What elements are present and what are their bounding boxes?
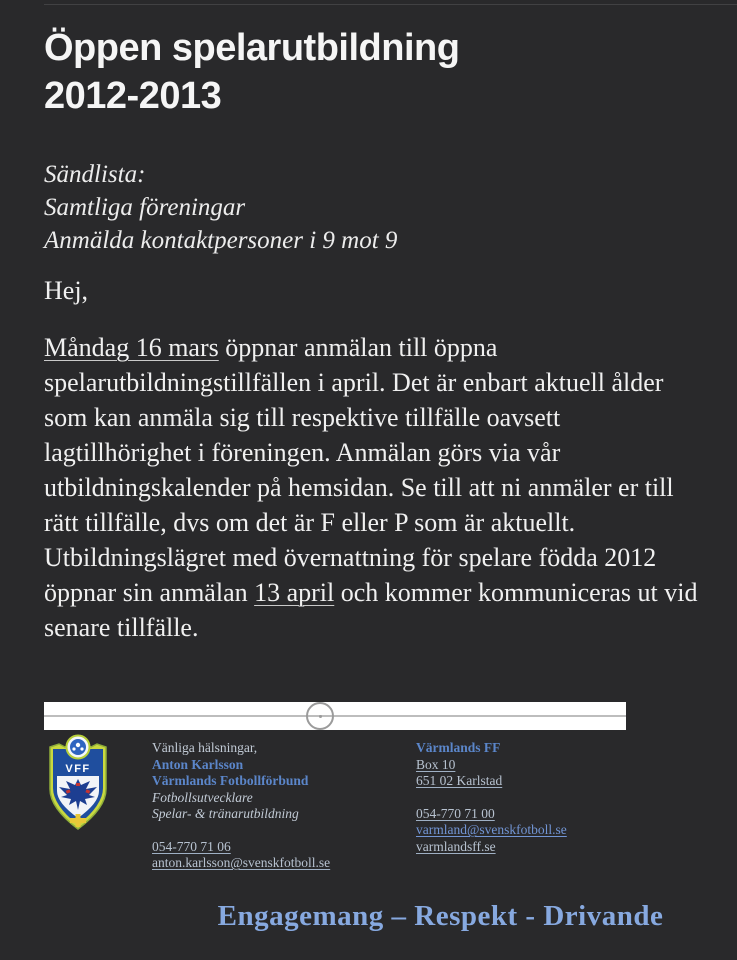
paragraph-2-text-before: Utbildningslägret med övernattning för spelare födda 2012 öppnar sin anmälan — [44, 543, 657, 607]
top-divider — [44, 4, 737, 5]
date-highlight-16-mars: Måndag 16 mars — [44, 333, 219, 362]
org-address-line2[interactable]: 651 02 Karlstad — [416, 773, 503, 788]
paragraph-2-text-after: och kommer kommuniceras ut vid senare tillfälle. — [44, 578, 698, 642]
org-address-line1[interactable]: Box 10 — [416, 756, 456, 772]
sender-role-1: Fotbollsutvecklare — [152, 789, 253, 805]
org-email-link[interactable]: varmland@svenskfotboll.se — [416, 822, 567, 837]
body-paragraph-2 — [44, 540, 708, 645]
sender-phone-link[interactable]: 054-770 71 06 — [152, 838, 231, 854]
signature-closing: Vänliga hälsningar, — [152, 740, 258, 755]
sender-role-2: Spelar- & tränarutbildning — [152, 806, 299, 821]
divider-line — [44, 715, 626, 717]
send-list-label: Sändlista: — [44, 161, 146, 188]
signature-footer — [0, 730, 737, 900]
sender-email-link[interactable]: anton.karlsson@svenskfotboll.se — [152, 855, 331, 870]
organization-contact — [416, 740, 646, 855]
sender-name: Anton Karlsson — [152, 756, 244, 772]
svg-text:VFF: VFF — [65, 763, 91, 775]
paragraph-1-text: öppnar anmälan till öppna spelarutbildningstillfällen i april. Det är enbart aktuell ålder som kan anmäla sig till respektive tillfälle oavsett lagtillhörighet i föreningen. Anmälan görs via vår utbildningskalender på hemsidan. Se till att ni anmäler er till rätt tillfälle, dvs om det är F eller P som är aktuellt. — [44, 333, 674, 537]
greeting-text: Hej, — [44, 276, 89, 305]
send-list — [44, 158, 704, 257]
send-list-item: Anmälda kontaktpersoner i 9 mot 9 — [44, 227, 398, 254]
page-title-line2: 2012-2013 — [44, 75, 222, 117]
org-website-link[interactable]: varmlandsff.se — [416, 838, 496, 854]
attachment-divider-bar — [44, 702, 626, 730]
send-list-item: Samtliga föreningar — [44, 194, 246, 221]
body-paragraph-1 — [44, 330, 708, 540]
divider-drag-handle[interactable] — [306, 702, 334, 730]
vff-crest-svg — [45, 734, 111, 834]
sender-organization: Värmlands Fotbollförbund — [152, 773, 309, 788]
motto-tagline: Engagemang – Respekt - Drivande — [217, 900, 664, 932]
page-title — [44, 24, 704, 120]
page-title-line1: Öppen spelarutbildning — [44, 27, 460, 69]
date-highlight-13-april: 13 april — [254, 578, 335, 607]
org-name: Värmlands FF — [416, 740, 501, 755]
sender-signature — [152, 740, 402, 872]
vff-crest-logo — [45, 734, 111, 839]
org-phone-link[interactable]: 054-770 71 00 — [416, 805, 495, 821]
